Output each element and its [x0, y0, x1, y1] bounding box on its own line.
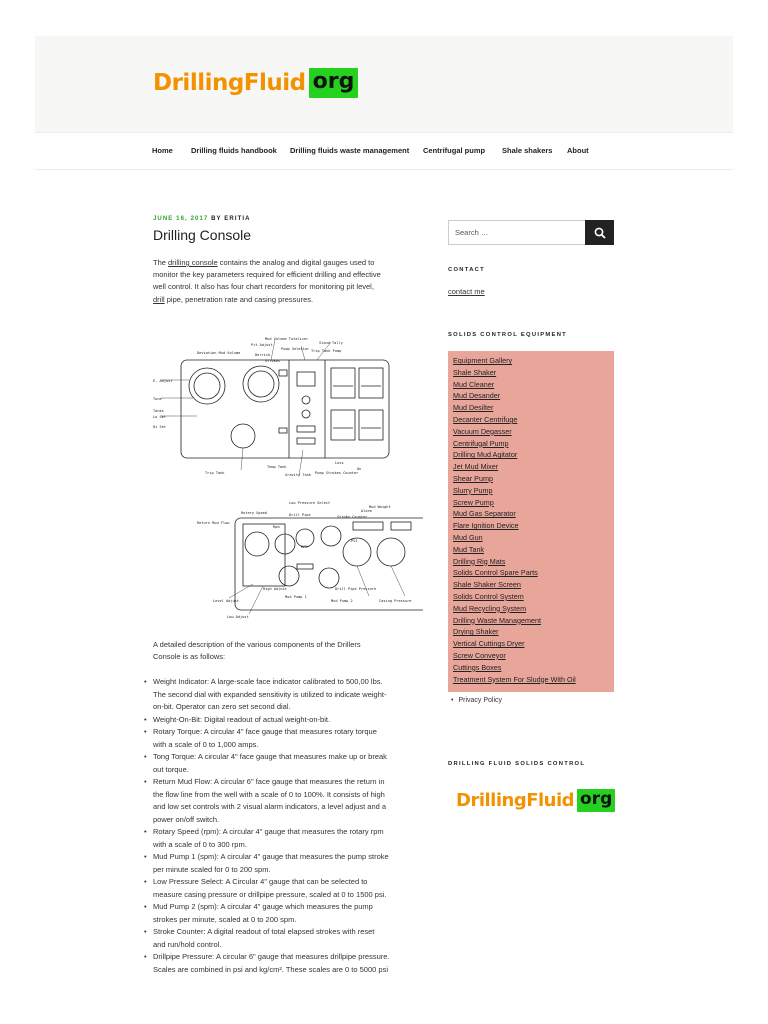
- site-logo[interactable]: [153, 68, 358, 98]
- label-lo-set: Lo Set: [153, 415, 166, 419]
- label-low-pressure-select: Low Pressure Select: [289, 501, 331, 505]
- list-item: • Weight-On-Bit: Digital readout of actual weight-on-bit.: [153, 714, 423, 727]
- component-list: [153, 676, 423, 976]
- nav-about[interactable]: About: [567, 146, 589, 155]
- label-tanks: Tanks: [153, 409, 164, 413]
- page: [35, 36, 733, 1024]
- scs-link[interactable]: Drying Shaker: [453, 627, 499, 637]
- contact-me-link[interactable]: contact me: [448, 287, 485, 296]
- pump-selector-box: [297, 372, 315, 386]
- scs-link[interactable]: Vertical Cuttings Dryer: [453, 639, 525, 649]
- post-intro: [153, 257, 423, 306]
- label-drill-pipe: Drill Pipe: [289, 513, 311, 517]
- scs-widget-title: SOLIDS CONTROL EQUIPMENT: [448, 332, 568, 338]
- scs-link[interactable]: Jet Mud Mixer: [453, 462, 499, 472]
- label-stand-tally: Stand Tally: [319, 341, 343, 345]
- label-pit-adjust: Pit Adjust: [251, 343, 273, 347]
- scs-link[interactable]: Drilling Waste Management: [453, 615, 542, 625]
- search-form: [448, 220, 614, 245]
- search-input[interactable]: Search …: [448, 220, 585, 245]
- label-casing-pressure: Casing Pressure: [379, 599, 412, 603]
- drillingfluid-banner-logo[interactable]: [456, 789, 615, 812]
- chart-recorder-3: [331, 410, 355, 440]
- list-item: • Mud Pump 1 (spm): A circular 4" gauge that measures the pump stroke per minute scaled for 0 to 200 spm.: [153, 851, 423, 876]
- mud-weight-readout: [391, 522, 411, 530]
- post-by: BY: [208, 216, 225, 222]
- scs-link[interactable]: Solids Control System: [453, 591, 524, 601]
- scs-link[interactable]: Shale Shaker Screen: [453, 580, 521, 590]
- list-item: • Rotary Torque: A circular 4" face gauge that measures rotary torque with a scale of 0 to 1,000 amps.: [153, 726, 423, 751]
- low-pressure-select-gauge: [321, 526, 341, 546]
- label-trip-tank-pump: Trip Tank Pump: [311, 349, 342, 353]
- scs-link[interactable]: Shale Shaker: [453, 367, 497, 377]
- label-rpm-unit: RPM: [301, 545, 308, 549]
- label-deviation-mud-volume: Deviation Mud Volume: [197, 351, 241, 355]
- privacy-policy-label: Privacy Policy: [458, 697, 503, 704]
- label-trip-tank: Trip Tank: [205, 471, 225, 475]
- search-button[interactable]: [585, 220, 614, 245]
- list-item: • Stroke Counter: A digital readout of total elapsed strokes with reset and run/hold control.: [153, 926, 423, 951]
- label-on: On: [357, 467, 362, 471]
- label-tune: Tune: [153, 397, 162, 401]
- scs-link[interactable]: Drilling Rig Mats: [453, 556, 506, 566]
- chart-recorder-2: [359, 368, 383, 398]
- description-line: Console is as follows:: [153, 652, 226, 662]
- chart-recorder-1: [331, 368, 355, 398]
- site-header: [35, 36, 733, 133]
- nav-shale-shakers[interactable]: Shale shakers: [502, 146, 553, 155]
- privacy-policy-link[interactable]: [451, 697, 502, 704]
- label-pump-selector: Pump Selector: [281, 347, 310, 351]
- scs-link[interactable]: Mud Desilter: [453, 403, 494, 413]
- list-item: • Return Mud Flow: A circular 6" face gauge that measures the return in the flow line from the well with a scale of 0 to 100%. It consists of high and low set controls with 2 visual alarm indicators, a level adjust and a power on/off switch.: [153, 776, 423, 826]
- scs-link[interactable]: Shear Pump: [453, 473, 493, 483]
- drill-link[interactable]: drill: [153, 294, 165, 304]
- list-item: • Weight Indicator: A large-scale face indicator calibrated to 500,00 lbs. The second dial with expanded sensitivity is utilized to indicate weight- on-bit. Operator can zero set second dial.: [153, 676, 423, 714]
- label-strokes: Strokes: [265, 359, 281, 363]
- logo-badge: org: [577, 789, 615, 812]
- label-hi-set: Hi Set: [153, 425, 166, 429]
- nav-drilling-fluids-handbook[interactable]: Drilling fluids handbook: [191, 146, 277, 155]
- label-loss: Loss: [335, 461, 344, 465]
- casing-pressure-gauge: [377, 538, 405, 566]
- label-level-adjust: Level Adjust: [213, 599, 239, 603]
- label-psi-unit: PSI: [351, 539, 358, 543]
- scs-link[interactable]: Screw Pump: [453, 497, 494, 507]
- scs-link[interactable]: Vacuum Degasser: [453, 426, 512, 436]
- main-navigation: [35, 133, 733, 170]
- label-derrick: Derrick: [255, 353, 271, 357]
- contact-widget-title: CONTACT: [448, 267, 486, 273]
- nav-centrifugal-pump[interactable]: Centrifugal pump: [423, 146, 486, 155]
- post-title: Drilling Console: [153, 227, 252, 243]
- scs-link[interactable]: Screw Conveyor: [453, 650, 506, 660]
- list-item: • Low Pressure Select: A Circular 4" gauge that can be selected to measure casing pressure or drillpipe pressure, scaled at 0 to 1500 psi.: [153, 876, 423, 901]
- label-alarm: Alarm: [361, 509, 372, 513]
- scs-link[interactable]: Drilling Mud Agitator: [453, 450, 518, 460]
- scs-link[interactable]: Cuttings Boxes: [453, 662, 502, 672]
- dfsc-widget-title: DRILLING FLUID SOLIDS CONTROL: [448, 761, 586, 767]
- scs-link[interactable]: Flare Ignition Device: [453, 521, 519, 531]
- solids-control-equipment-list: [448, 351, 614, 692]
- label-e-adjust: E- Adjust: [153, 379, 173, 383]
- label-stroke-counter: Stroke Counter: [337, 515, 368, 519]
- description-line: A detailed description of the various components of the Drillers: [153, 640, 361, 649]
- scs-link[interactable]: Decanter Centrifuge: [453, 414, 518, 424]
- upper-panel-outline: [181, 360, 389, 458]
- label-return-mud-flow: Return Mud Flow: [197, 521, 230, 525]
- intro-text: well control. It also has four chart recorders for monitoring pit level,: [153, 282, 374, 292]
- label-high-adjust: High Adjust: [263, 587, 287, 591]
- return-mud-flow-gauge: [245, 532, 269, 556]
- label-mud-volume-totalizer: Mud Volume Totalizer: [265, 337, 309, 341]
- list-item: • Tong Torque: A circular 4" face gauge that measures make up or break out torque.: [153, 751, 423, 776]
- logo-badge: org: [309, 68, 359, 98]
- chart-recorder-4: [359, 410, 383, 440]
- scs-link[interactable]: Mud Gas Separator: [453, 509, 516, 519]
- intro-text: The: [153, 258, 169, 267]
- list-item: • Drillpipe Pressure: A circular 6" gauge that measures drillpipe pressure. Scales are combined in psi and kg/cm². These scales are 0 to 5000 psi: [153, 951, 423, 976]
- scs-link[interactable]: Treatment System For Sludge With Oil: [453, 674, 576, 684]
- label-drill-pipe-pressure: Drill Pipe Pressure: [335, 587, 377, 591]
- mud-pump-1-gauge: [279, 566, 299, 586]
- scs-link[interactable]: Equipment Gallery: [453, 356, 513, 365]
- label-rotary-speed: Rotary Speed: [241, 511, 267, 515]
- label-rpm: Rpm: [273, 525, 280, 529]
- scs-link[interactable]: Solids Control Spare Parts: [453, 568, 538, 578]
- logo-text: DrillingFluid: [456, 790, 575, 811]
- lower-panel-outline: [235, 518, 423, 610]
- label-mud-pump-2: Mud Pump 2: [331, 599, 353, 603]
- nav-waste-management[interactable]: Drilling fluids waste management: [290, 146, 410, 155]
- bullet-dot: •: [451, 697, 454, 704]
- scs-link[interactable]: Slurry Pump: [453, 485, 493, 495]
- scs-link[interactable]: Centrifugal Pump: [453, 438, 509, 448]
- scs-link[interactable]: Mud Tank: [453, 544, 485, 554]
- label-mud-weight: Mud Weight: [369, 505, 391, 509]
- intro-text: contains the analog and digital gauges used to: [217, 258, 375, 267]
- scs-link[interactable]: Mud Recycling System: [453, 603, 527, 613]
- label-low-adjust: Low Adjust: [227, 615, 249, 619]
- intro-text: pipe, penetration rate and casing pressures.: [164, 294, 314, 304]
- mud-pump-2-gauge: [319, 568, 339, 588]
- list-item: • Rotary Speed (rpm): A circular 4" gauge that measures the rotary rpm with a scale of 0 to 300 rpm.: [153, 826, 423, 851]
- scs-link[interactable]: Mud Desander: [453, 391, 501, 401]
- post-meta: [153, 216, 251, 222]
- intro-text: monitor the key parameters required for efficient drilling and effective: [153, 270, 381, 280]
- trip-tank-gauge: [231, 424, 255, 448]
- label-pump-strokes-counter: Pump Strokes Counter: [315, 471, 359, 475]
- post-description: [153, 639, 423, 663]
- drilling-console-link[interactable]: drilling console: [168, 258, 218, 267]
- nav-home[interactable]: Home: [152, 146, 173, 155]
- stroke-counter: [353, 522, 383, 530]
- scs-link[interactable]: Mud Cleaner: [453, 379, 495, 389]
- label-temp-tank: Temp Tank: [267, 465, 287, 469]
- list-item: • Mud Pump 2 (spm): A circular 4" gauge which measures the pump strokes per minute, scaled at 0 to 200 spm.: [153, 901, 423, 926]
- post-author[interactable]: ERITIA: [224, 216, 251, 222]
- scs-link[interactable]: Mud Gun: [453, 532, 483, 542]
- logo-text: DrillingFluid: [153, 70, 306, 96]
- search-icon: [594, 227, 606, 239]
- label-gravity-tank: Gravity Tank: [285, 473, 311, 477]
- post-date[interactable]: JUNE 16, 2017: [153, 216, 209, 222]
- label-mud-pump-1: Mud Pump 1: [285, 595, 307, 599]
- drilling-console-diagram: [153, 328, 423, 630]
